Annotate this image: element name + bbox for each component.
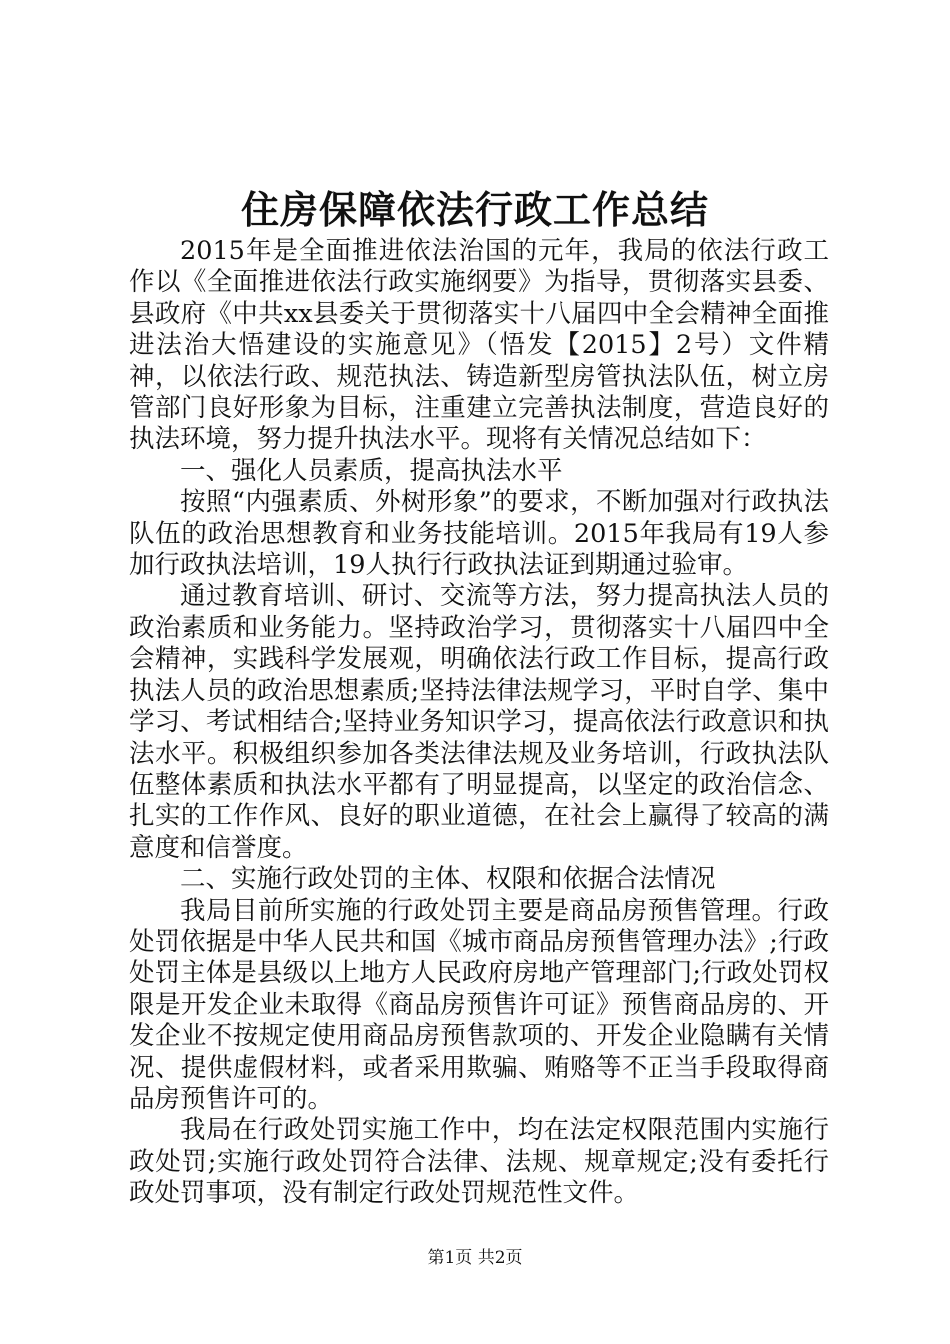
paragraph-penalty-basis: 我局目前所实施的行政处罚主要是商品房预售管理。行政处罚依据是中华人民共和国《城市商品房预售管理办法》;行政处罚主体是县级以上地方人民政府房地产管理部门;行政处罚权限是开发企业未取得《商品房预售许可证》预售商品房的、开发企业不按规定使用商品房预售款项的、开发企业隐瞒有关情况、提供虚假材料，或者采用欺骗、贿赂等不正当手段取得商品房预售许可的。 <box>129 895 829 1114</box>
section-heading-2: 二、实施行政处罚的主体、权限和依据合法情况 <box>180 864 716 895</box>
paragraph-intro: 2015年是全面推进依法治国的元年，我局的依法行政工作以《全面推进依法行政实施纲要》为指导，贯彻落实县委、县政府《中共xx县委关于贯彻落实十八届四中全会精神全面推进法治大悟建设的实施意见》（悟发【2015】2号）文件精神，以依法行政、规范执法、铸造新型房管执法队伍，树立房管部门良好形象为目标，注重建立完善执法制度，营造良好的执法环境，努力提升执法水平。现将有关情况总结如下： <box>129 236 829 455</box>
document-title: 住房保障依法行政工作总结 <box>240 187 709 232</box>
document-body <box>129 236 829 1210</box>
page-indicator: 第1页 共2页 <box>427 1248 523 1268</box>
paragraph-penalty-practice: 我局在行政处罚实施工作中，均在法定权限范围内实施行政处罚;实施行政处罚符合法律、法规、规章规定;没有委托行政处罚事项，没有制定行政处罚规范性文件。 <box>129 1115 829 1209</box>
paragraph-education: 通过教育培训、研讨、交流等方法，努力提高执法人员的政治素质和业务能力。坚持政治学习，贯彻落实十八届四中全会精神，实践科学发展观，明确依法行政工作目标，提高行政执法人员的政治思想素质;坚持法律法规学习，平时自学、集中学习、考试相结合;坚持业务知识学习，提高依法行政意识和执法水平。积极组织参加各类法律法规及业务培训，行政执法队伍整体素质和执法水平都有了明显提高，以坚定的政治信念、扎实的工作作风、良好的职业道德，在社会上赢得了较高的满意度和信誉度。 <box>129 581 829 863</box>
section-heading-1: 一、强化人员素质，提高执法水平 <box>180 455 563 486</box>
paragraph-training: 按照“内强素质、外树形象”的要求，不断加强对行政执法队伍的政治思想教育和业务技能培训。2015年我局有19人参加行政执法培训，19人执行行政执法证到期通过验审。 <box>129 487 829 581</box>
